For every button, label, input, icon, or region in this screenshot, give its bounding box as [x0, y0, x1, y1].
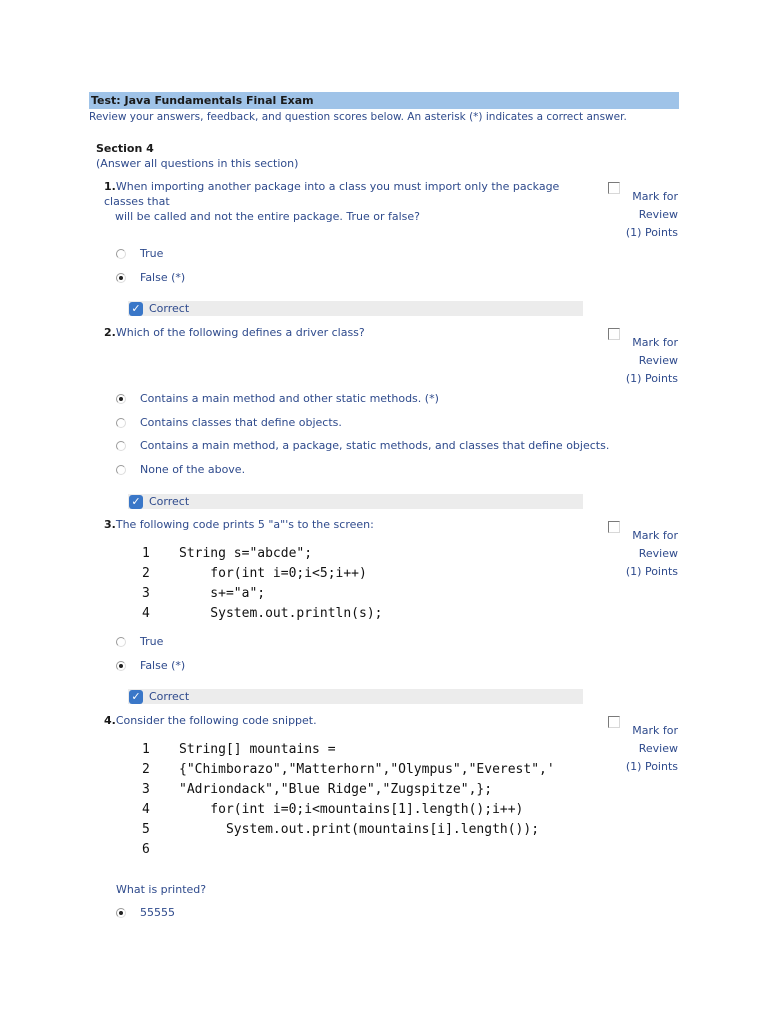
points-label: (1) Points	[625, 226, 678, 239]
mark-label-line2: Review	[638, 742, 678, 755]
mark-label-line1: Mark for	[632, 724, 678, 737]
code-text: String s="abcde";	[179, 546, 313, 561]
line-number: 4	[142, 802, 150, 817]
question-line: When importing another package into a class you must import only the package classes that	[104, 180, 560, 208]
check-icon: ✓	[129, 495, 143, 509]
code-text: {"Chimborazo","Matterhorn","Olympus","Everest",'	[179, 762, 555, 777]
mark-label-line2: Review	[638, 354, 678, 367]
page-subtitle: Review your answers, feedback, and question scores below. An asterisk (*) indicates a correct answer.	[89, 111, 627, 123]
mark-label-line2: Review	[638, 208, 678, 221]
line-number: 1	[142, 546, 150, 561]
question-number: 2.	[104, 326, 116, 339]
option-label: False (*)	[140, 271, 186, 284]
question-1-side	[608, 182, 680, 242]
question-line: Consider the following code snippet.	[115, 714, 317, 727]
code-text: for(int i=0;i<mountains[1].length();i++)	[179, 802, 524, 817]
points-label: (1) Points	[625, 760, 678, 773]
check-icon: ✓	[129, 690, 143, 704]
mark-label-line2: Review	[638, 547, 678, 560]
question-prompt: What is printed?	[116, 883, 207, 896]
question-line: Which of the following defines a driver class?	[115, 326, 365, 339]
mark-for-review-label	[608, 527, 678, 581]
mark-for-review-label	[608, 722, 678, 776]
mark-label-line1: Mark for	[632, 336, 678, 349]
radio-button-selected[interactable]	[116, 394, 126, 404]
option-label: 55555	[140, 906, 175, 919]
feedback-label: Correct	[149, 495, 190, 508]
option-label: Contains classes that define objects.	[140, 416, 342, 429]
code-text: String[] mountains =	[179, 742, 336, 757]
line-number: 1	[142, 742, 150, 757]
question-2-text	[104, 325, 584, 340]
option-label: False (*)	[140, 659, 186, 672]
line-number: 6	[142, 842, 150, 857]
option-label: True	[140, 635, 164, 648]
line-number: 3	[142, 782, 150, 797]
radio-button[interactable]	[116, 418, 126, 428]
question-3-text	[104, 517, 584, 532]
code-text: s+="a";	[179, 586, 266, 601]
line-number: 5	[142, 822, 150, 837]
mark-label-line1: Mark for	[632, 190, 678, 203]
question-number: 1.	[104, 180, 116, 193]
page-title: Test: Java Fundamentals Final Exam	[89, 92, 679, 109]
question-line: will be called and not the entire package. True or false?	[115, 210, 421, 223]
code-text: System.out.print(mountains[i].length());	[179, 822, 540, 837]
line-number: 2	[142, 566, 150, 581]
line-number: 4	[142, 606, 150, 621]
mark-for-review-label	[608, 188, 678, 242]
mark-for-review-label	[608, 334, 678, 388]
radio-button[interactable]	[116, 465, 126, 475]
section-note: (Answer all questions in this section)	[96, 157, 299, 170]
option-label: Contains a main method, a package, static methods, and classes that define objects.	[140, 439, 610, 452]
section-title: Section 4	[96, 142, 154, 155]
line-number: 2	[142, 762, 150, 777]
question-4-side	[608, 716, 680, 776]
line-number: 3	[142, 586, 150, 601]
code-text: System.out.println(s);	[179, 606, 383, 621]
option-label: None of the above.	[140, 463, 246, 476]
feedback-correct	[128, 494, 583, 509]
code-text: for(int i=0;i<5;i++)	[179, 566, 367, 581]
feedback-label: Correct	[149, 302, 190, 315]
question-3-side	[608, 521, 680, 581]
points-label: (1) Points	[625, 565, 678, 578]
feedback-correct	[128, 301, 583, 316]
points-label: (1) Points	[625, 372, 678, 385]
question-number: 3.	[104, 518, 116, 531]
feedback-label: Correct	[149, 690, 190, 703]
question-number: 4.	[104, 714, 116, 727]
radio-button-selected[interactable]	[116, 661, 126, 671]
radio-button-selected[interactable]	[116, 273, 126, 283]
radio-button[interactable]	[116, 441, 126, 451]
mark-label-line1: Mark for	[632, 529, 678, 542]
check-icon: ✓	[129, 302, 143, 316]
feedback-correct	[128, 689, 583, 704]
question-line: The following code prints 5 "a"'s to the screen:	[115, 518, 374, 531]
radio-button-selected[interactable]	[116, 908, 126, 918]
radio-button[interactable]	[116, 249, 126, 259]
radio-button[interactable]	[116, 637, 126, 647]
question-2-side	[608, 328, 680, 388]
question-4-text	[104, 713, 584, 728]
code-text: "Adriondack","Blue Ridge","Zugspitze",};	[179, 782, 493, 797]
question-1-text	[104, 179, 584, 224]
option-label: Contains a main method and other static methods. (*)	[140, 392, 439, 405]
option-label: True	[140, 247, 164, 260]
